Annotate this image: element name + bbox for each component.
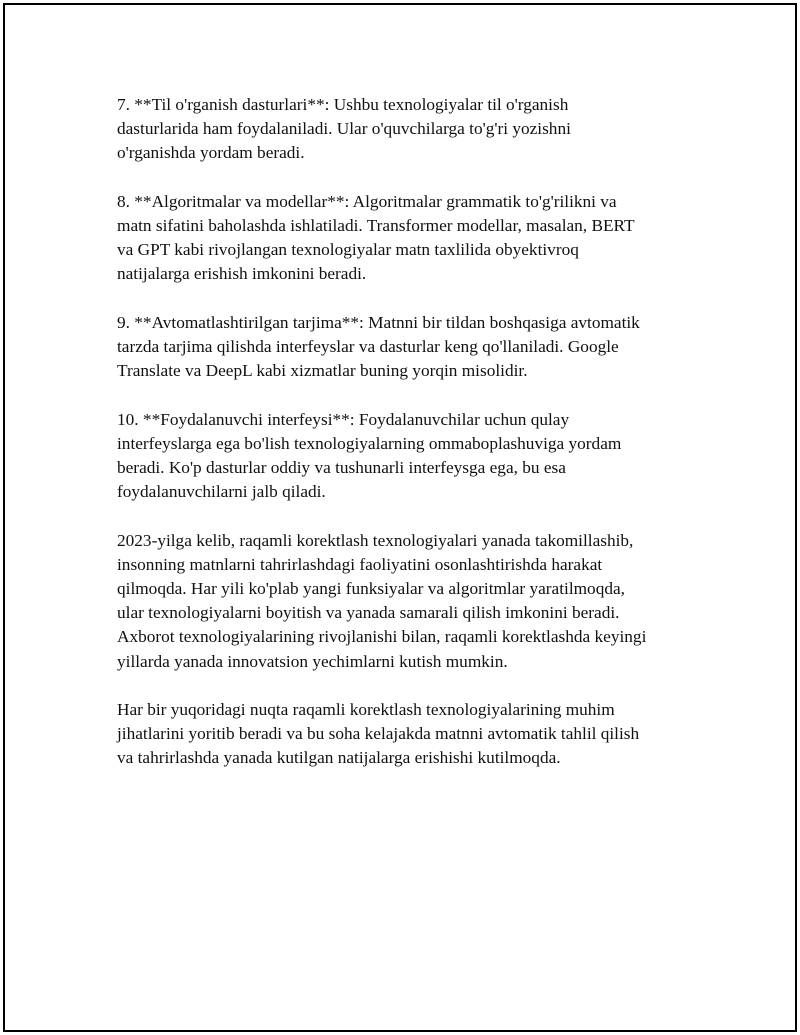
conclusion-paragraph [117, 698, 717, 771]
text-line: Har bir yuqoridagi nuqta raqamli korektlash texnologiyalarining muhim [117, 700, 615, 719]
text-line: 8. **Algoritmalar va modellar**: Algoritmalar grammatik to'g'rilikni va [117, 191, 617, 211]
text-line: Axborot texnologiyalarining rivojlanishi bilan, raqamli korektlashda keyingi [117, 627, 647, 647]
summary-paragraph [117, 529, 717, 674]
text-line: o'rganishda yordam beradi. [117, 143, 305, 163]
item-10-paragraph [117, 408, 717, 505]
text-line: tarzda tarjima qilishda interfeyslar va dasturlar keng qo'llaniladi. Google [117, 337, 619, 356]
text-line: jihatlarini yoritib beradi va bu soha kelajakda matnni avtomatik tahlil qilish [117, 724, 640, 744]
text-line: interfeyslarga ega bo'lish texnologiyalarning ommaboplashuviga yordam [117, 433, 622, 453]
text-line: ular texnologiyalarni boyitish va yanada samarali qilish imkonini beradi. [117, 603, 620, 623]
text-line: 9. **Avtomatlashtirilgan tarjima**: Matnni bir tildan boshqasiga avtomatik [117, 312, 640, 332]
text-line: dasturlarida ham foydalaniladi. Ular o'quvchilarga to'g'ri yozishni [117, 119, 571, 139]
text-line: 10. **Foydalanuvchi interfeysi**: Foydalanuvchilar uchun qulay [117, 409, 570, 429]
text-line: va tahrirlashda yanada kutilgan natijalarga erishishi kutilmoqda. [117, 748, 561, 768]
text-line: insonning matnlarni tahrirlashdagi faoliyatini osonlashtirishda harakat [117, 554, 603, 574]
text-line: 7. **Til o'rganish dasturlari**: Ushbu texnologiyalar til o'rganish [117, 95, 569, 114]
text-line: qilmoqda. Har yili ko'plab yangi funksiyalar va algoritmlar yaratilmoqda, [117, 579, 625, 598]
text-line: natijalarga erishish imkonini beradi. [117, 264, 367, 284]
text-line: matn sifatini baholashda ishlatiladi. Transformer modellar, masalan, BERT [117, 216, 635, 235]
item-8-paragraph [117, 190, 717, 287]
text-line: va GPT kabi rivojlangan texnologiyalar matn taxlilida obyektivroq [117, 240, 579, 260]
text-line: beradi. Ko'p dasturlar oddiy va tushunarli interfeysga ega, bu esa [117, 458, 566, 477]
document-body [117, 93, 717, 771]
item-7-paragraph [117, 93, 717, 166]
text-line: yillarda yanada innovatsion yechimlarni kutish mumkin. [117, 651, 508, 671]
text-line: 2023-yilga kelib, raqamli korektlash texnologiyalari yanada takomillashib, [117, 530, 634, 550]
text-line: Translate va DeepL kabi xizmatlar buning yorqin misolidir. [117, 361, 528, 381]
text-line: foydalanuvchilarni jalb qiladi. [117, 482, 326, 502]
item-9-paragraph [117, 311, 717, 384]
